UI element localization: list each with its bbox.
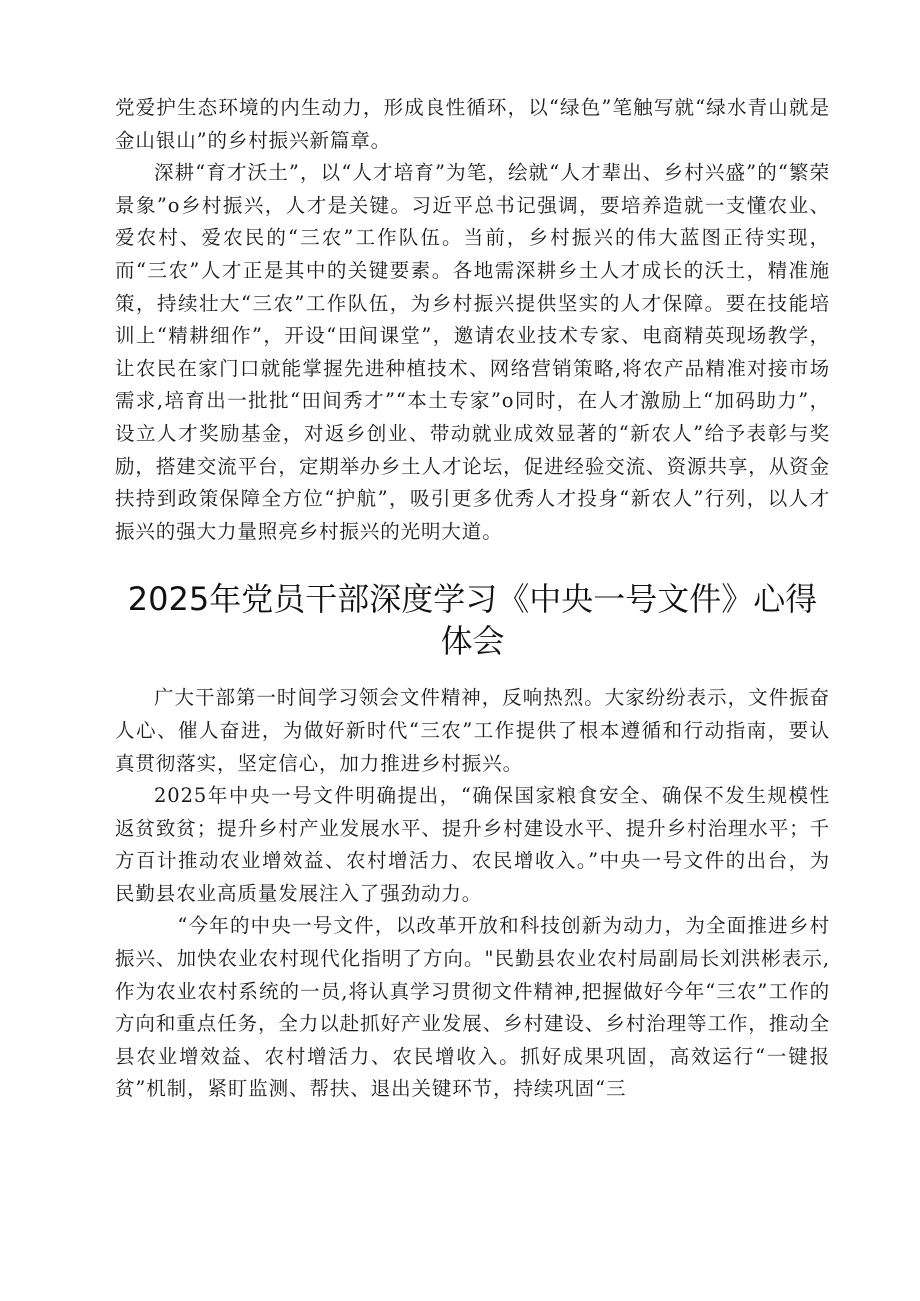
paragraph-talent-cultivation: 深耕“育才沃土”，以“人才培育”为笔，绘就“人才辈出、乡村兴盛”的“繁荣景象”o乡村振兴，人才是关键。习近平总书记强调，要培养造就一支懂农业、爱农村、爱农民的“三农”工作队伍。当前，乡村振兴的伟大蓝图正待实现，而“三农”人才正是其中的关键要素。各地需深耕乡土人才成长的沃土，精准施策，持续壮大“三农”工作队伍，为乡村振兴提供坚实的人才保障。要在技能培训上“精耕细作”，开设“田间课堂”，邀请农业技术专家、电商精英现场教学，让农民在家门口就能掌握先进种植技术、网络营销策略,将农产品精准对接市场需求,培育出一批批“田间秀才”“本土专家”o同时，在人才激励上“加码助力”，设立人才奖励基金，对返乡创业、带动就业成效显著的“新农人”给予表彰与奖励，搭建交流平台，定期举办乡土人才论坛，促进经验交流、资源共享，从资金扶持到政策保障全方位“护航”，吸引更多优秀人才投身“新农人”行列，以人才振兴的强大力量照亮乡村振兴的光明大道。 <box>115 161 830 543</box>
paragraph-ecology-continuation: 党爱护生态环境的内生动力，形成良性循环，以“绿色”笔触写就“绿水青山就是金山银山”的乡村振兴新篇章。 <box>115 96 830 152</box>
document-page <box>115 92 830 1106</box>
paragraph-document-requirements: 2025年中央一号文件明确提出，“确保国家粮食安全、确保不发生规模性返贫致贫；提升乡村产业发展水平、提升乡村建设水平、提升乡村治理水平；千方百计推动农业增效益、农村增活力、农民增收入。”中央一号文件的出台，为民勤县农业高质量发展注入了强劲动力。 <box>115 784 830 905</box>
article-title: 2025年党员干部深度学习《中央一号文件》心得体会 <box>127 580 818 661</box>
paragraph-official-quote: “今年的中央一号文件，以改革开放和科技创新为动力，为全面推进乡村振兴、加快农业农村现代化指明了方向。"民勤县农业农村局副局长刘洪彬表示,作为农业农村系统的一员,将认真学习贯彻文件精神,把握做好今年“三农”工作的方向和重点任务，全力以赴抓好产业发展、乡村建设、乡村治理等工作，推动全县农业增效益、农村增活力、农民增收入。抓好成果巩固，高效运行“一键报贫”机制，紧盯监测、帮扶、退出关键环节，持续巩固“三 <box>115 914 830 1101</box>
paragraph-cadres-response: 广大干部第一时间学习领会文件精神，反响热烈。大家纷纷表示，文件振奋人心、催人奋进，为做好新时代“三农”工作提供了根本遵循和行动指南，要认真贯彻落实，坚定信心，加力推进乡村振兴。 <box>115 686 830 775</box>
